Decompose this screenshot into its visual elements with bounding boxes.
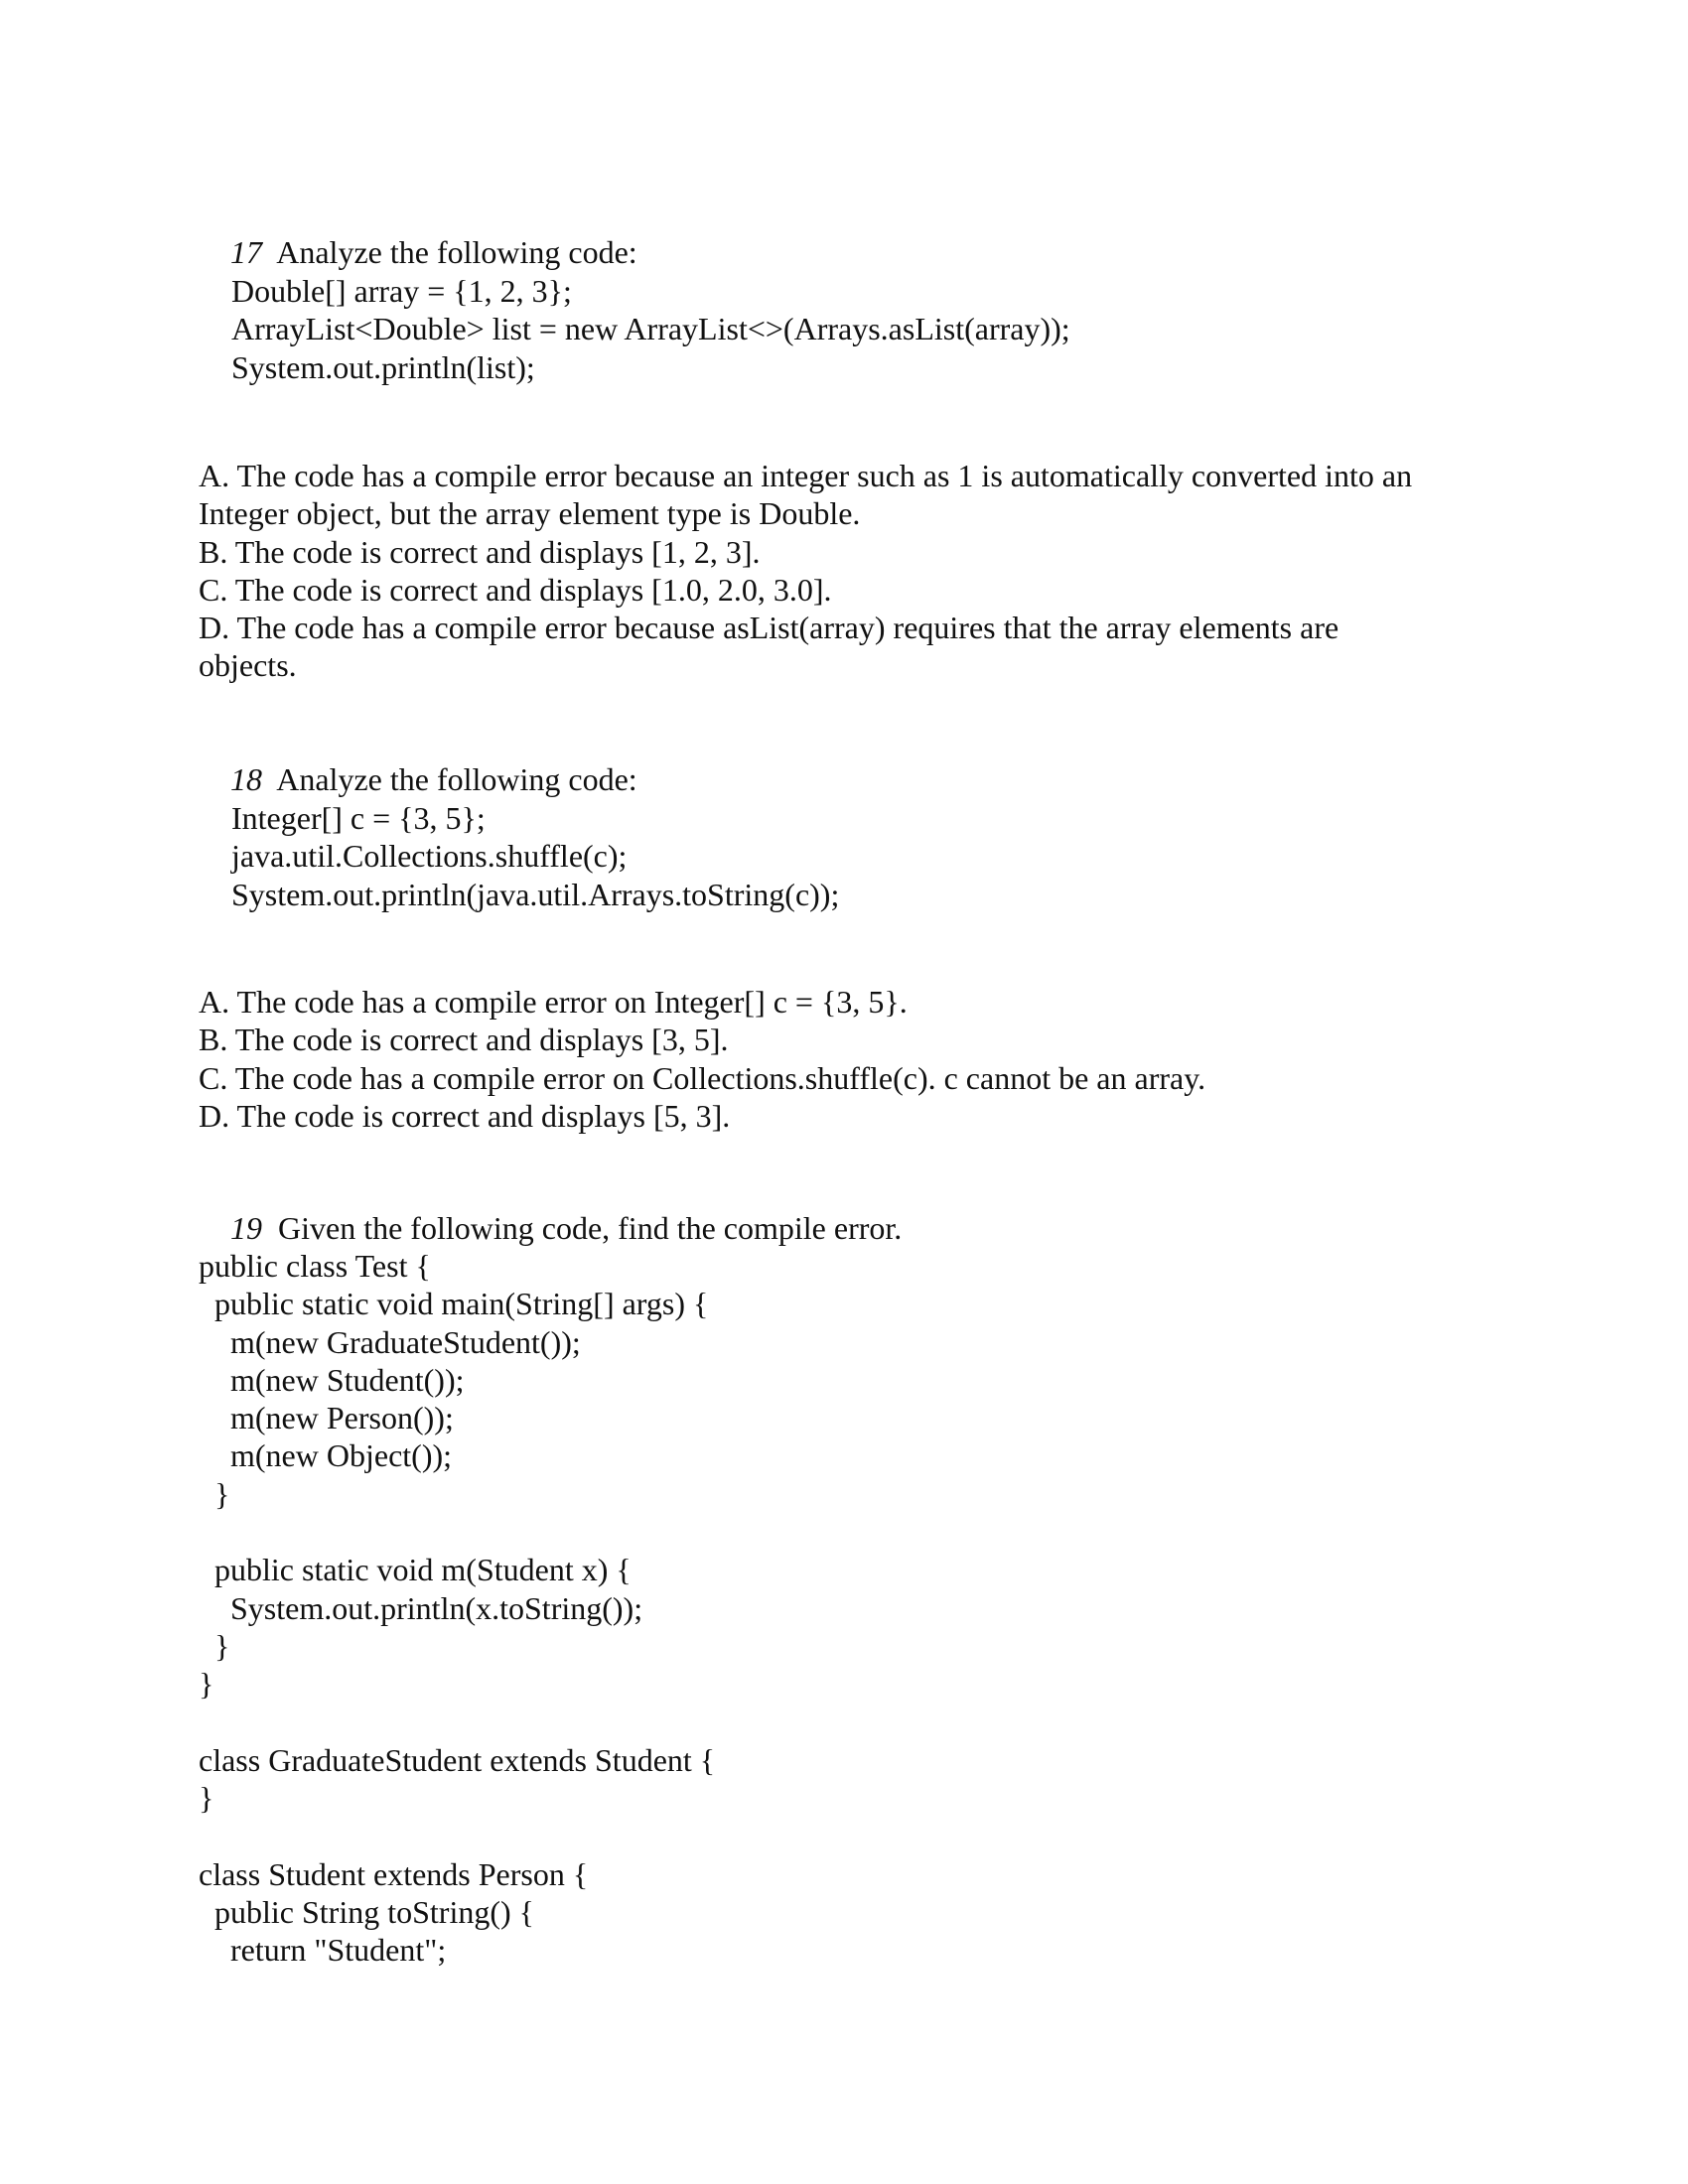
code-line: Integer[] c = {3, 5}; [231,800,486,836]
question-17-code [231,272,1522,386]
code-line: public static void m(Student x) { [199,1552,632,1588]
option-d-continued: objects. [199,647,297,684]
question-number: 17 [230,234,262,270]
option-d: D. The code has a compile error because asList(array) requires that the array elements are [199,610,1339,646]
question-number: 19 [230,1210,262,1246]
question-number: 18 [230,761,262,797]
question-prompt: Given the following code, find the compile error. [278,1210,903,1246]
code-line [199,1817,1489,1854]
code-line: m(new GraduateStudent()); [199,1323,581,1360]
question-prompt: Analyze the following code: [276,761,637,797]
code-line: System.out.println(x.toString()); [199,1589,643,1626]
code-line: java.util.Collections.shuffle(c); [231,838,628,875]
option-a: A. The code has a compile error because an integer such as 1 is automatically converted into an [199,458,1413,493]
option-c: C. The code has a compile error on Collections.shuffle(c). c cannot be an array. [199,1059,1206,1096]
option-b: B. The code is correct and displays [1, 2, 3]. [199,533,761,570]
code-line: System.out.println(list); [231,348,535,385]
code-line: ArrayList<Double> list = new ArrayList<>(Arrays.asList(array)); [231,311,1070,347]
question-17-options [199,457,1489,685]
code-line: } [199,1666,214,1703]
code-line: public class Test { [199,1248,431,1284]
code-line [199,1704,1489,1741]
option-a: A. The code has a compile error on Integer[] c = {3, 5}. [199,984,908,1020]
option-a-continued: Integer object, but the array element type is Double. [199,495,861,532]
option-d: D. The code is correct and displays [5, 3]. [199,1097,731,1134]
code-line: m(new Object()); [199,1437,453,1474]
question-19-code [199,1247,1489,1970]
code-line: class Student extends Person { [199,1855,589,1892]
code-line: Double[] array = {1, 2, 3}; [231,273,572,309]
code-line: } [199,1780,214,1817]
code-line: public static void main(String[] args) { [199,1286,709,1322]
code-line: } [199,1475,230,1512]
code-line: public String toString() { [199,1894,535,1931]
code-line: class GraduateStudent extends Student { [199,1741,716,1778]
code-line: m(new Person()); [199,1400,454,1436]
question-prompt: Analyze the following code: [276,234,637,270]
code-line [199,1513,1489,1551]
code-line: m(new Student()); [199,1361,465,1398]
option-b: B. The code is correct and displays [3, 5]. [199,1022,729,1058]
code-line: return "Student"; [199,1932,447,1969]
question-18-options [199,983,1489,1135]
code-line: } [199,1627,230,1664]
question-18-code [231,799,1522,913]
option-c: C. The code is correct and displays [1.0, 2.0, 3.0]. [199,571,832,608]
code-line: System.out.println(java.util.Arrays.toString(c)); [231,876,840,912]
